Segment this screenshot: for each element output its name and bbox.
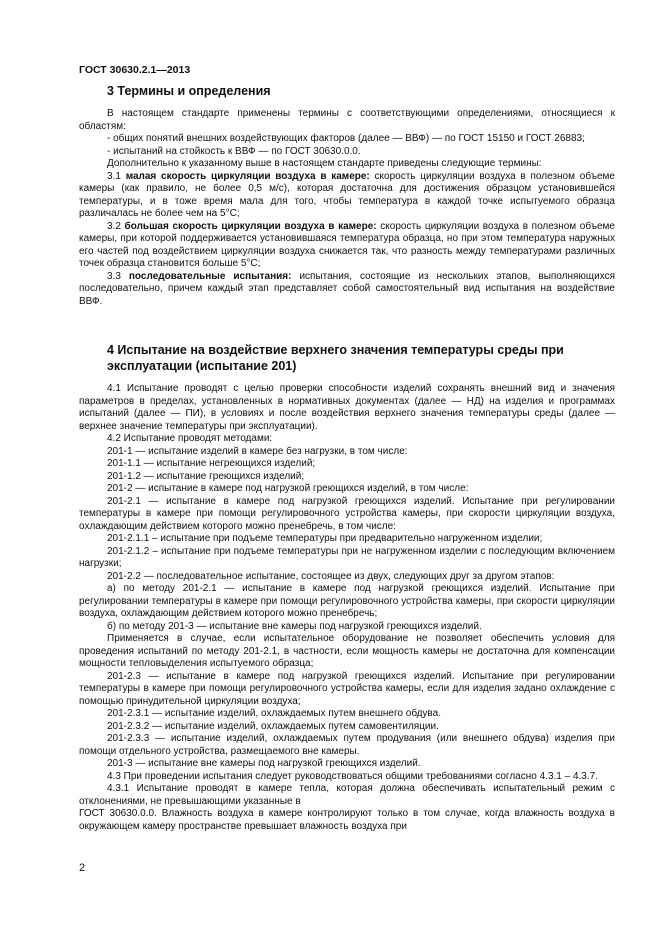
term-number: 3.3 (107, 270, 121, 282)
term-definition (79, 271, 615, 309)
section-4-heading: 4 Испытание на воздействие верхнего значения температуры среды при эксплуатации (испытание 201) (107, 343, 564, 373)
paragraph: 201-2.3.2 — испытание изделий, охлаждаемых путем самовентиляции. (107, 720, 439, 732)
paragraph: 201-2 — испытание в камере под нагрузкой греющихся изделий, в том числе: (107, 483, 469, 494)
section-4-body (79, 383, 615, 833)
paragraph: 201-2.1 — испытание в камере под нагрузкой греющихся изделий. Испытание при регулировании температуры в камере при помощи регулировочного устройства камеры, при скорости циркуляции воздуха, охлаждающим действием которого можно пренебречь, в том числе: (79, 495, 615, 532)
term-number: 3.1 (107, 170, 121, 182)
paragraph: 4.2 Испытание проводят методами: (107, 433, 273, 444)
paragraph: 201-2.3.1 — испытание изделий, охлаждаемых путем внешнего обдува. (107, 708, 441, 719)
paragraph: 201-2.3 — испытание в камере под нагрузкой греющихся изделий. Испытание при регулировании температуры в камере при помощи регулировочного устройства камеры, если для изделия задано охлаждение с помощью принудительной циркуляции воздуха; (79, 670, 615, 707)
paragraph: Дополнительно к указанному выше в настоящем стандарте приведены следующие термины: (107, 158, 542, 169)
term: последовательные испытания: (128, 270, 292, 282)
paragraph: 201-3 — испытание вне камеры под нагрузкой греющихся изделий. (107, 758, 421, 769)
paragraph: 4.3.1 Испытание проводят в камере тепла, которая должна обеспечивать испытательный режим с отклонениями, не превышающими указанные в (79, 783, 615, 807)
paragraph: а) по методу 201-2.1 — испытание в камере под нагрузкой греющихся изделий. Испытание при регулировании температуры в камере при помощи регулировочного устройства камеры, при скорости циркуляции воздуха, охлаждающим действием которого можно пренебречь; (79, 583, 615, 619)
term: большая скорость циркуляции воздуха в камере: (124, 220, 377, 232)
paragraph: 201-2.3.3 — испытание изделий, охлаждаемых путем продувания (или внешнего обдува) изделия при помощи отдельного устройства, размещаемого вне камеры. (79, 733, 615, 757)
paragraph: 201-1.1 — испытание негреющихся изделий; (107, 458, 316, 469)
definition: скорость циркуляции воздуха в полезном объеме камеры (как правило, не более 0,5 м/с), которая достаточна для достижения образцом установившейся температуры, и в тоже время мала для того, чтобы температура в каждой точке испытуемого образца различалась не более чем на 5°С; (79, 170, 615, 219)
term-number: 3.2 (107, 220, 121, 232)
paragraph: - испытаний на стойкость к ВВФ — по ГОСТ 30630.0.0. (107, 145, 361, 157)
paragraph: Применяется в случае, если испытательное оборудование не позволяет обеспечить условия для проведения испытаний по методу 201-2.1, в частности, если мощность камеры не достаточна для компенсации мощности тепловыделения испытуемого образца; (79, 633, 615, 669)
paragraph: 201-1 — испытание изделий в камере без нагрузки, в том числе: (107, 445, 408, 457)
paragraph: 201-2.1.1 – испытание при подъеме температуры при предварительно нагруженном изделии; (107, 533, 543, 544)
paragraph: 201-1.2 — испытание греющихся изделий; (107, 470, 305, 482)
definition: испытания, состоящие из нескольких этапов, выполняющихся последовательно, причем каждый этап представляет собой самостоятельный вид испытания на воздействие ВВФ. (79, 270, 616, 307)
paragraph: б) по методу 201-3 — испытание вне камеры под нагрузкой греющихся изделий. (107, 620, 482, 632)
paragraph: В настоящем стандарте применены термины с соответствующими определениями, относящиеся к областям: (79, 108, 615, 132)
paragraph: 4.3 При проведении испытания следует руководствоваться общими требованиями согласно 4.3.1 – 4.3.7. (107, 770, 598, 782)
paragraph: 201-2.2 — последовательное испытание, состоящее из двух, следующих друг за другом этапов: (107, 570, 555, 582)
term-definition (79, 221, 615, 271)
paragraph: 201-2.1.2 – испытание при подъеме температуры при не нагруженном изделии с последующим включением нагрузки; (79, 545, 615, 569)
paragraph: - общих понятий внешних воздействующих факторов (далее — ВВФ) — по ГОСТ 15150 и ГОСТ 26883; (107, 133, 585, 144)
term: малая скорость циркуляции воздуха в камере: (125, 170, 370, 182)
paragraph: ГОСТ 30630.0.0. Влажность воздуха в камере контролируют только в том случае, когда влажность воздуха в окружающем камеру пространстве превышает влажность воздуха при (79, 808, 615, 832)
paragraph: 4.1 Испытание проводят с целью проверки способности изделий сохранять внешний вид и значения параметров в пределах, установленных в нормативных документах (далее — НД) на изделия и программах испытаний (далее — ПИ), в условиях и после воздействия верхнего значения температуры среды (далее — верхнее значение температуры при эксплуатации). (79, 383, 615, 432)
section-3-heading: 3 Термины и определения (107, 84, 271, 98)
definition: скорость циркуляции воздуха в полезном объеме камеры, при которой поддерживается установившаяся температура образца, но при этом температура наружных его частей под воздействием циркуляции воздуха снижается так, что разность между температурами различных точек образца становится больше 5°С; (79, 220, 615, 269)
page-number: 2 (79, 862, 86, 874)
section-3-body (79, 108, 615, 308)
term-definition (79, 171, 615, 221)
document-header: ГОСТ 30630.2.1—2013 (79, 64, 191, 76)
